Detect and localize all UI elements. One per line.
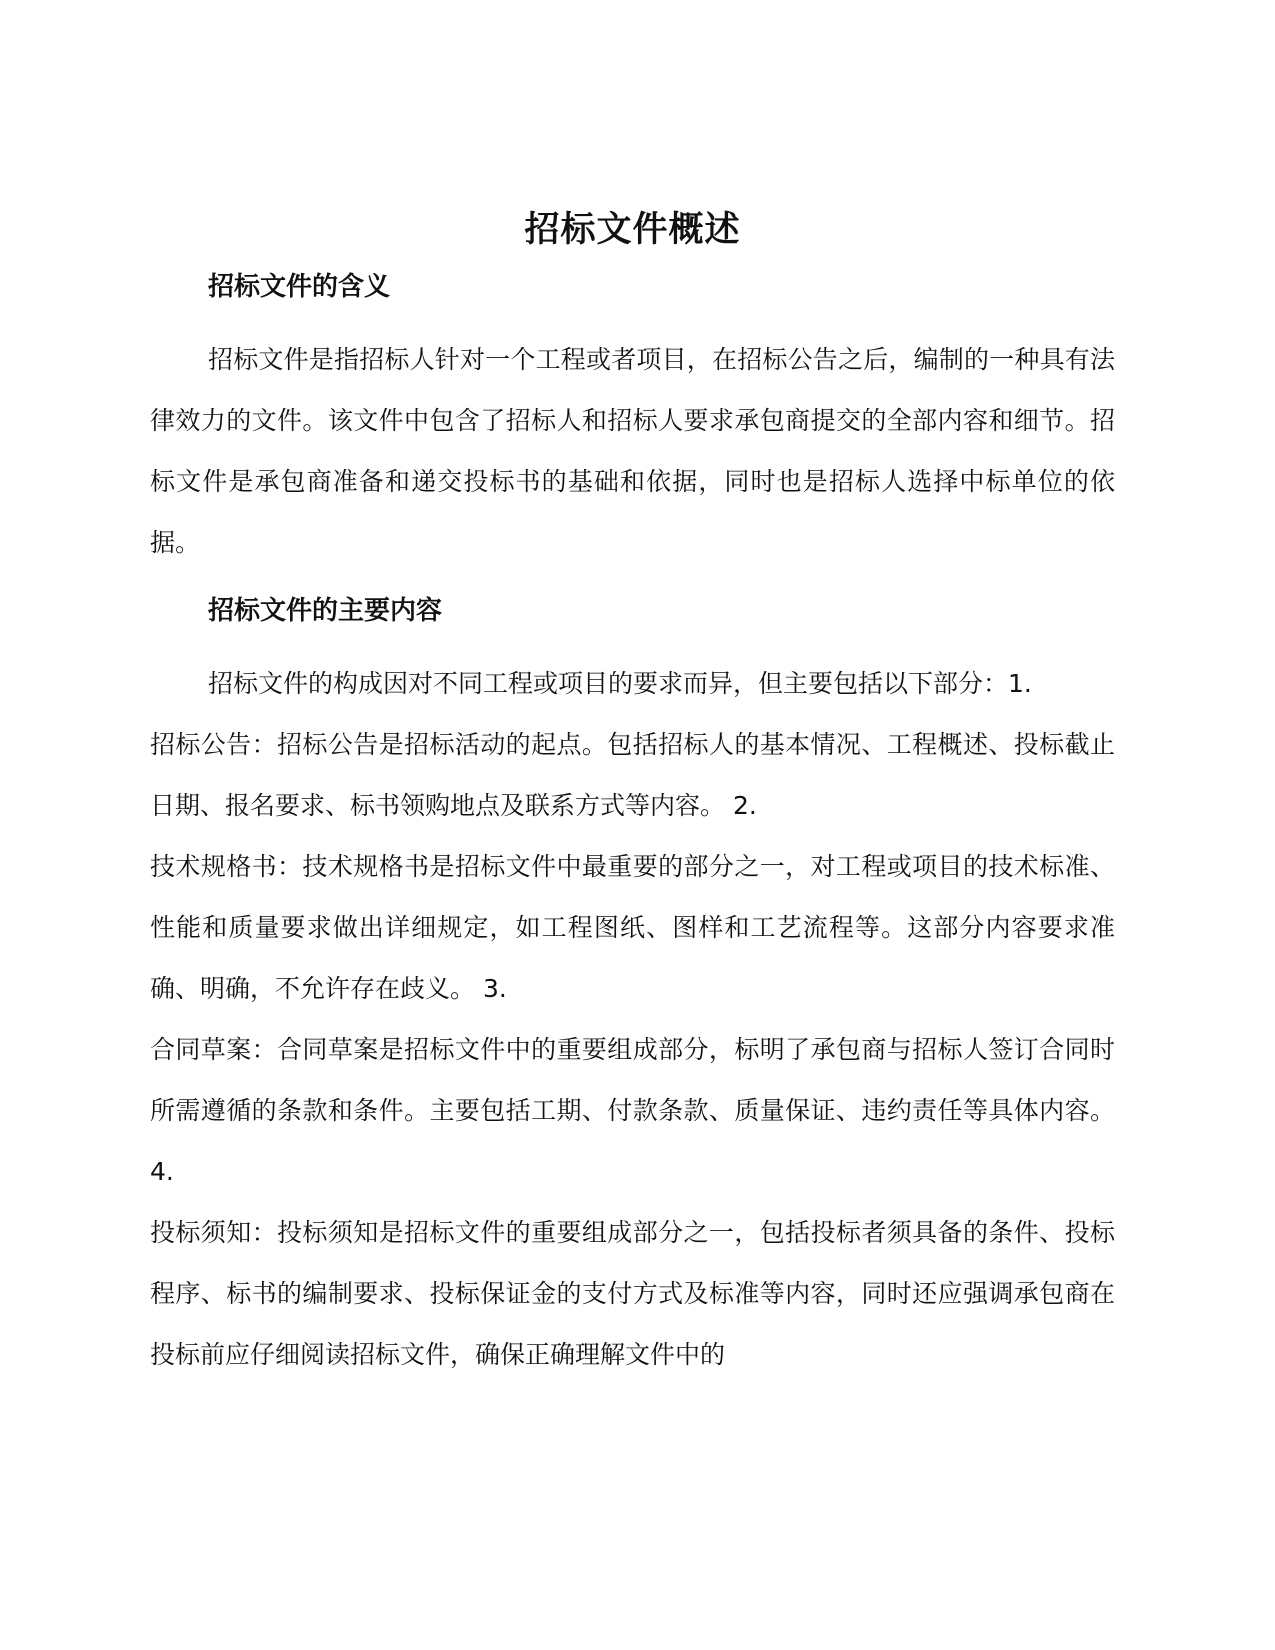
document-title: 招标文件概述	[524, 210, 741, 250]
document-body	[150, 205, 1115, 1385]
paragraph-meaning: 招标文件是指招标人针对一个工程或者项目，在招标公告之后，编制的一种具有法律效力的文件。该文件中包含了招标人和招标人要求承包商提交的全部内容和细节。招标文件是承包商准备和递交投标书的基础和依据，同时也是招标人选择中标单位的依据。	[150, 345, 1115, 557]
list-item-bid-instructions: 投标须知：投标须知是招标文件的重要组成部分之一，包括投标者须具备的条件、投标程序、标书的编制要求、投标保证金的支付方式及标准等内容，同时还应强调承包商在投标前应仔细阅读招标文件，确保正确理解文件中的	[150, 1218, 1115, 1369]
section-heading-meaning: 招标文件的含义	[208, 272, 391, 302]
list-item-notice: 招标公告：招标公告是招标活动的起点。包括招标人的基本情况、工程概述、投标截止日期、报名要求、标书领购地点及联系方式等内容。 2.	[150, 730, 1115, 820]
list-item-contract-draft: 合同草案：合同草案是招标文件中的重要组成部分，标明了承包商与招标人签订合同时所需遵循的条款和条件。主要包括工期、付款条款、质量保证、违约责任等具体内容。 4.	[150, 1035, 1115, 1186]
content-list	[150, 714, 1115, 1385]
paragraph-intro: 招标文件的构成因对不同工程或项目的要求而异，但主要包括以下部分：1.	[208, 669, 1032, 698]
list-item-tech-spec: 技术规格书：技术规格书是招标文件中最重要的部分之一，对工程或项目的技术标准、性能和质量要求做出详细规定，如工程图纸、图样和工艺流程等。这部分内容要求准确、明确，不允许存在歧义。 3.	[150, 852, 1115, 1003]
section-heading-main-content: 招标文件的主要内容	[208, 596, 443, 626]
